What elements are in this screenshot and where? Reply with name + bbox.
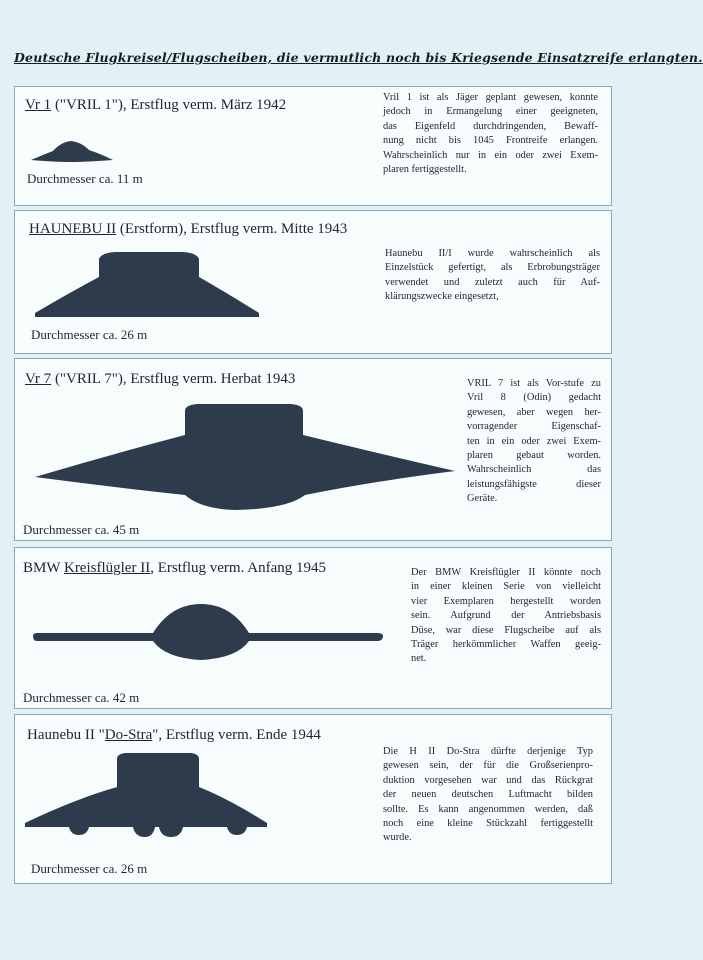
craft-first-flight: (Erstform), Erstflug verm. Mitte 1943	[116, 221, 348, 237]
craft-prefix: Haunebu II "	[27, 727, 105, 743]
craft-prefix: BMW	[23, 560, 64, 576]
panel-haunebu-2	[14, 210, 612, 354]
craft-first-flight: ("VRIL 1"), Erstflug verm. März 1942	[51, 97, 287, 113]
craft-first-flight: , Erstflug verm. Anfang 1945	[150, 560, 327, 576]
diameter-label: Durchmesser ca. 26 m	[31, 861, 148, 876]
panel-title	[29, 221, 347, 238]
craft-name: Kreisflügler II	[63, 560, 151, 576]
craft-name: HAUNEBU II	[29, 221, 117, 237]
panel-title	[23, 560, 326, 577]
panel-title	[27, 727, 321, 744]
description: Vril 1 ist als Jäger geplant gewesen, konnte jedoch in Ermangelung einer geeigneten, das Eigenfeld durchdringenden, Bewaff- nung nicht bis 1045 Frontreife erlangen. Wahrscheinlich nur in ein oder zwei Exem- plaren fertiggestellt.	[383, 92, 598, 176]
craft-name: Do-Stra	[104, 727, 153, 743]
diameter-label: Durchmesser ca. 11 m	[27, 171, 143, 186]
panel-bmw-kreisfluegler-2	[14, 547, 612, 709]
panel-haunebu-2-do-stra	[14, 714, 612, 884]
panel-vril-1	[14, 86, 612, 206]
diameter-label: Durchmesser ca. 26 m	[31, 327, 148, 342]
craft-name: Vr 7	[25, 371, 52, 387]
craft-name: Vr 1	[25, 97, 52, 113]
description: Die H II Do-Stra dürfte derjenige Typ gewesen sein, der für die Großserienpro- duktion vorgesehen war und das Rückgrat der neuen deutschen Luftmacht bilden sollte. Es kann angenommen werden, daß noch eine kleine Stückzahl fertiggestellt wurde.	[383, 746, 593, 844]
craft-first-flight: ("VRIL 7"), Erstflug verm. Herbat 1943	[51, 371, 296, 387]
craft-first-flight: ", Erstflug verm. Ende 1944	[152, 727, 321, 743]
panel-title	[25, 97, 286, 114]
description: Haunebu II/I wurde wahrscheinlich als Einzelstück gefertigt, als Erbrobungsträger verwendet und zuletzt auch für Auf- klärungszwecke eingesetzt,	[385, 248, 600, 303]
page-title: Deutsche Flugkreisel/Flugscheiben, die vermutlich noch bis Kriegsende Einsatzreife erlangten.	[14, 50, 703, 65]
diameter-label: Durchmesser ca. 45 m	[23, 522, 140, 537]
description: Der BMW Kreisflügler II könnte noch in einer kleinen Serie von vielleicht vier Exemplaren hergestellt worden sein. Aufgrund der Antriebsbasis Düse, war diese Flugscheibe auf als Träger herkömmlicher Waffen geeig- net.	[411, 567, 601, 665]
diameter-label: Durchmesser ca. 42 m	[23, 690, 140, 705]
panel-title	[25, 371, 295, 388]
panel-vril-7	[14, 358, 612, 541]
description: VRIL 7 ist als Vor-stufe zu Vril 8 (Odin) gedacht gewesen, aber wegen her- vorragender Eigenschaf- ten in ein oder zwei Exem- plaren gebaut worden. Wahrscheinlich das leistungsfähigste dieser Geräte.	[467, 378, 601, 505]
